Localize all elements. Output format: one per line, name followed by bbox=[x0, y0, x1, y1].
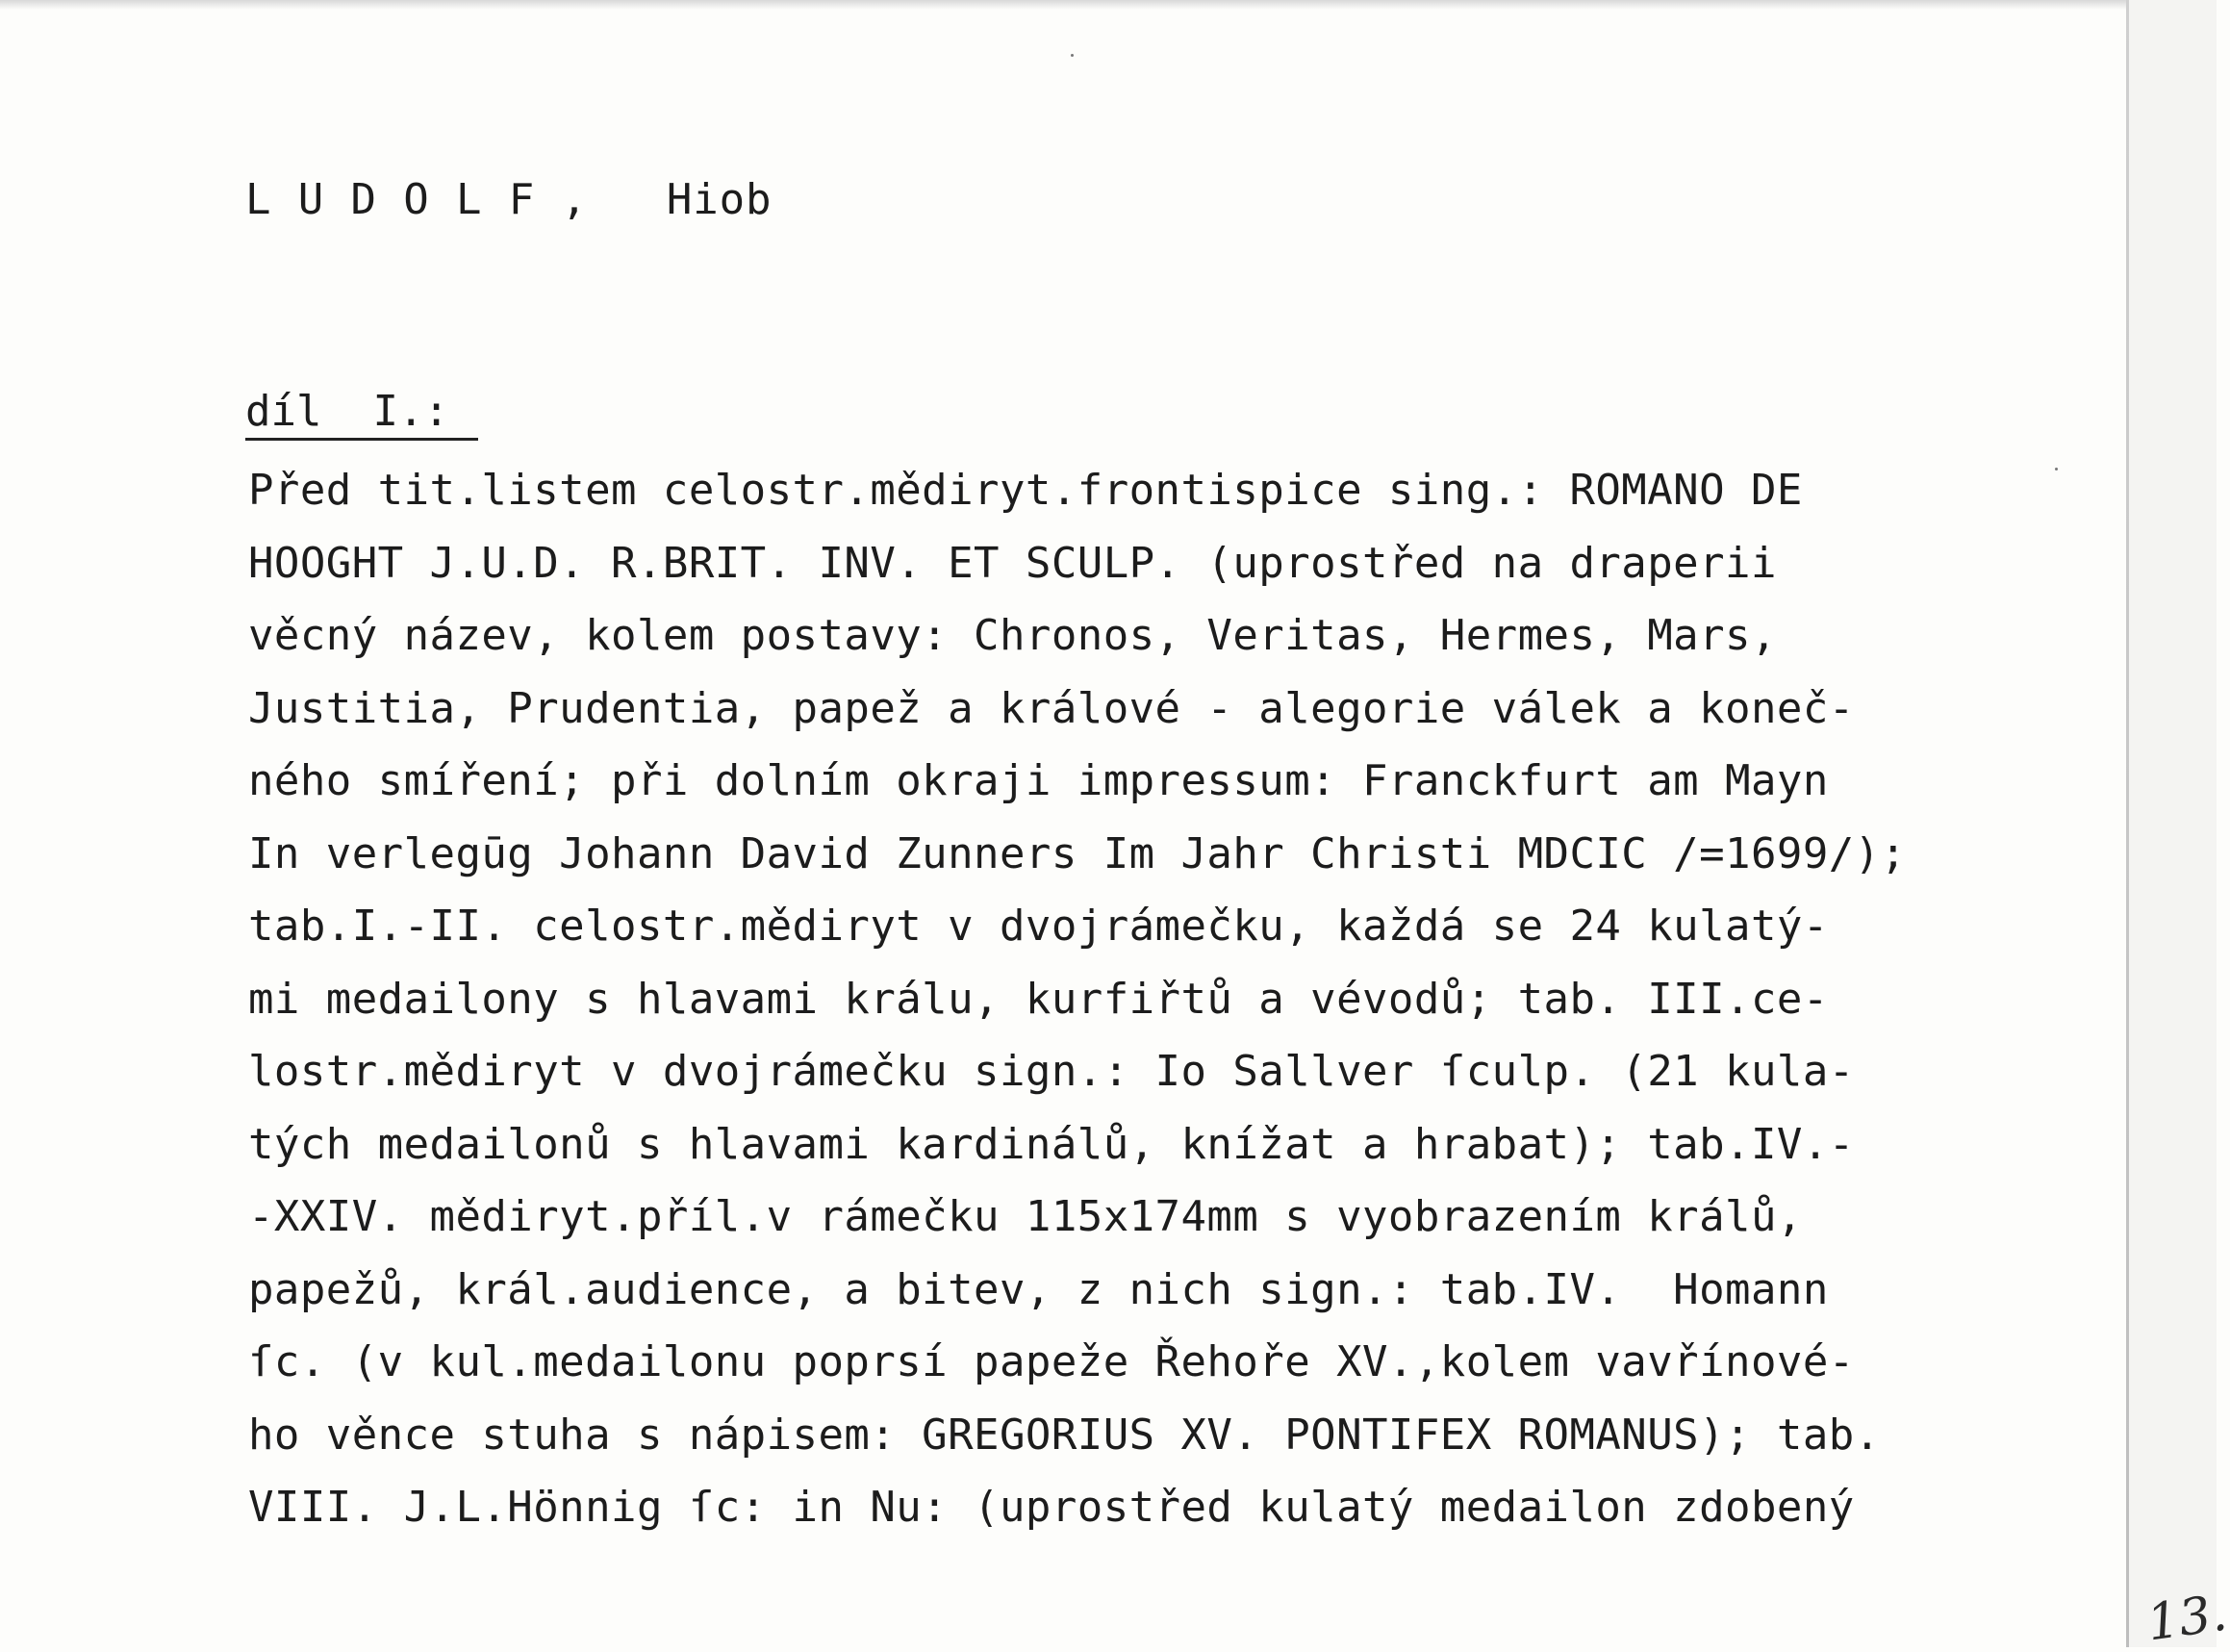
section-heading: díl I.: bbox=[245, 387, 478, 441]
card-top-shadow bbox=[0, 0, 2126, 10]
text-line: mi medailony s hlavami králu, kurfiřtů a vévodů; tab. III.ce- bbox=[248, 974, 1829, 1024]
text-line: věcný název, kolem postavy: Chronos, Veritas, Hermes, Mars, bbox=[248, 611, 1777, 660]
text-line: ho věnce stuha s nápisem: GREGORIUS XV. PONTIFEX ROMANUS); tab. bbox=[248, 1410, 1881, 1460]
card-right-margin bbox=[2129, 0, 2217, 1647]
text-line: ſc. (v kul.medailonu poprsí papeže Řehoře XV.,kolem vavřínové- bbox=[248, 1337, 1855, 1386]
text-line: tab.I.-II. celostr.mědiryt v dvojrámečku, každá se 24 kulatý- bbox=[248, 902, 1829, 951]
text-line: Před tit.listem celostr.mědiryt.frontispice sing.: ROMANO DE bbox=[248, 466, 1803, 515]
text-line: In verlegūg Johann David Zunners Im Jahr Christi MDCIC /=1699/); bbox=[248, 828, 1907, 878]
author-heading: L U D O L F , Hiob bbox=[245, 175, 773, 224]
speck bbox=[1071, 54, 1074, 57]
page-number: 13. bbox=[2143, 1584, 2230, 1652]
description-body bbox=[248, 454, 2124, 1544]
text-line: ného smíření; při dolním okraji impressum: Franckfurt am Mayn bbox=[248, 756, 1829, 805]
text-line: VIII. J.L.Hönnig ſc: in Nu: (uprostřed kulatý medailon zdobený bbox=[248, 1483, 1855, 1532]
text-line: tých medailonů s hlavami kardinálů, knížat a hrabat); tab.IV.- bbox=[248, 1119, 1855, 1169]
text-line: -XXIV. mědiryt.příl.v rámečku 115x174mm s vyobrazením králů, bbox=[248, 1192, 1803, 1241]
text-line: HOOGHT J.U.D. R.BRIT. INV. ET SCULP. (uprostřed na draperii bbox=[248, 538, 1777, 588]
text-line: Justitia, Prudentia, papež a králové - alegorie válek a koneč- bbox=[248, 683, 1855, 733]
text-line: lostr.mědiryt v dvojrámečku sign.: Io Sallver ſculp. (21 kula- bbox=[248, 1047, 1855, 1096]
text-line: papežů, král.audience, a bitev, z nich sign.: tab.IV. Homann bbox=[248, 1264, 1829, 1314]
